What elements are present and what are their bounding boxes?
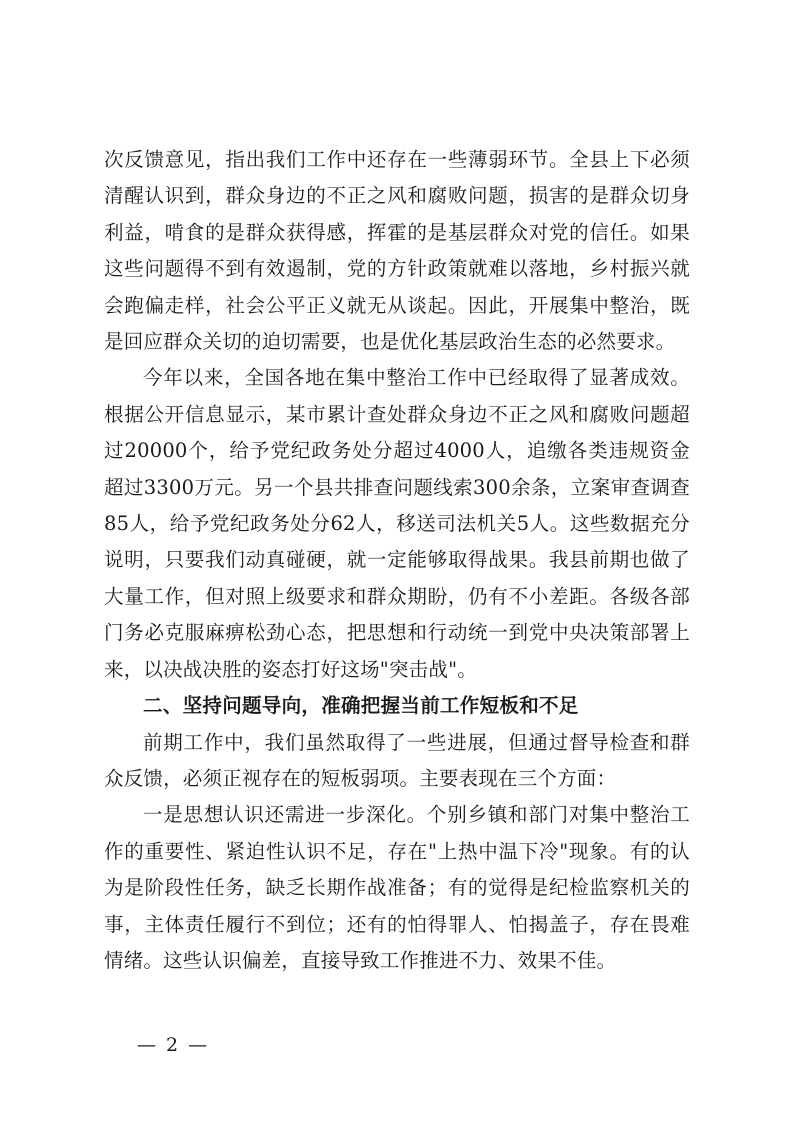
section-heading: 二、坚持问题导向，准确把握当前工作短板和不足: [143, 694, 579, 718]
paragraph-point-one: 一是思想认识还需进一步深化。个别乡镇和部门对集中整治工作的重要性、紧迫性认识不足，存在"上热中温下冷"现象。有的认为是阶段性任务，缺乏长期作战准备；有的觉得是纪检监察机关的事，主体责任履行不到位；还有的怕得罪人、怕揭盖子，存在畏难情绪。这些认识偏差，直接导致工作推进不力、效果不佳。: [104, 803, 690, 972]
paragraph-continued: 次反馈意见，指出我们工作中还存在一些薄弱环节。全县上下必须清醒认识到，群众身边的不正之风和腐败问题，损害的是群众切身利益，啃食的是群众获得感，挥霍的是基层群众对党的信任。如果这些问题得不到有效遏制，党的方针政策就难以落地，乡村振兴就会跑偏走样，社会公平正义就无从谈起。因此，开展集中整治，既是回应群众关切的迫切需要，也是优化基层政治生态的必然要求。: [104, 148, 690, 354]
document-body: [104, 142, 690, 979]
page-number: — 2 —: [137, 1034, 210, 1056]
paragraph-shortcomings-intro: 前期工作中，我们虽然取得了一些进展，但通过督导检查和群众反馈，必须正视存在的短板弱项。主要表现在三个方面：: [104, 730, 690, 790]
paragraph-results: 今年以来，全国各地在集中整治工作中已经取得了显著成效。根据公开信息显示，某市累计查处群众身边不正之风和腐败问题超过20000个，给予党纪政务处分超过4000人，追缴各类违规资金超过3300万元。另一个县共排查问题线索300余条，立案审查调查85人，给予党纪政务处分62人，移送司法机关5人。这些数据充分说明，只要我们动真碰硬，就一定能够取得战果。我县前期也做了大量工作，但对照上级要求和群众期盼，仍有不小差距。各级各部门务必克服麻痹松劲心态，把思想和行动统一到党中央决策部署上来，以决战决胜的姿态打好这场"突击战"。: [104, 366, 690, 681]
